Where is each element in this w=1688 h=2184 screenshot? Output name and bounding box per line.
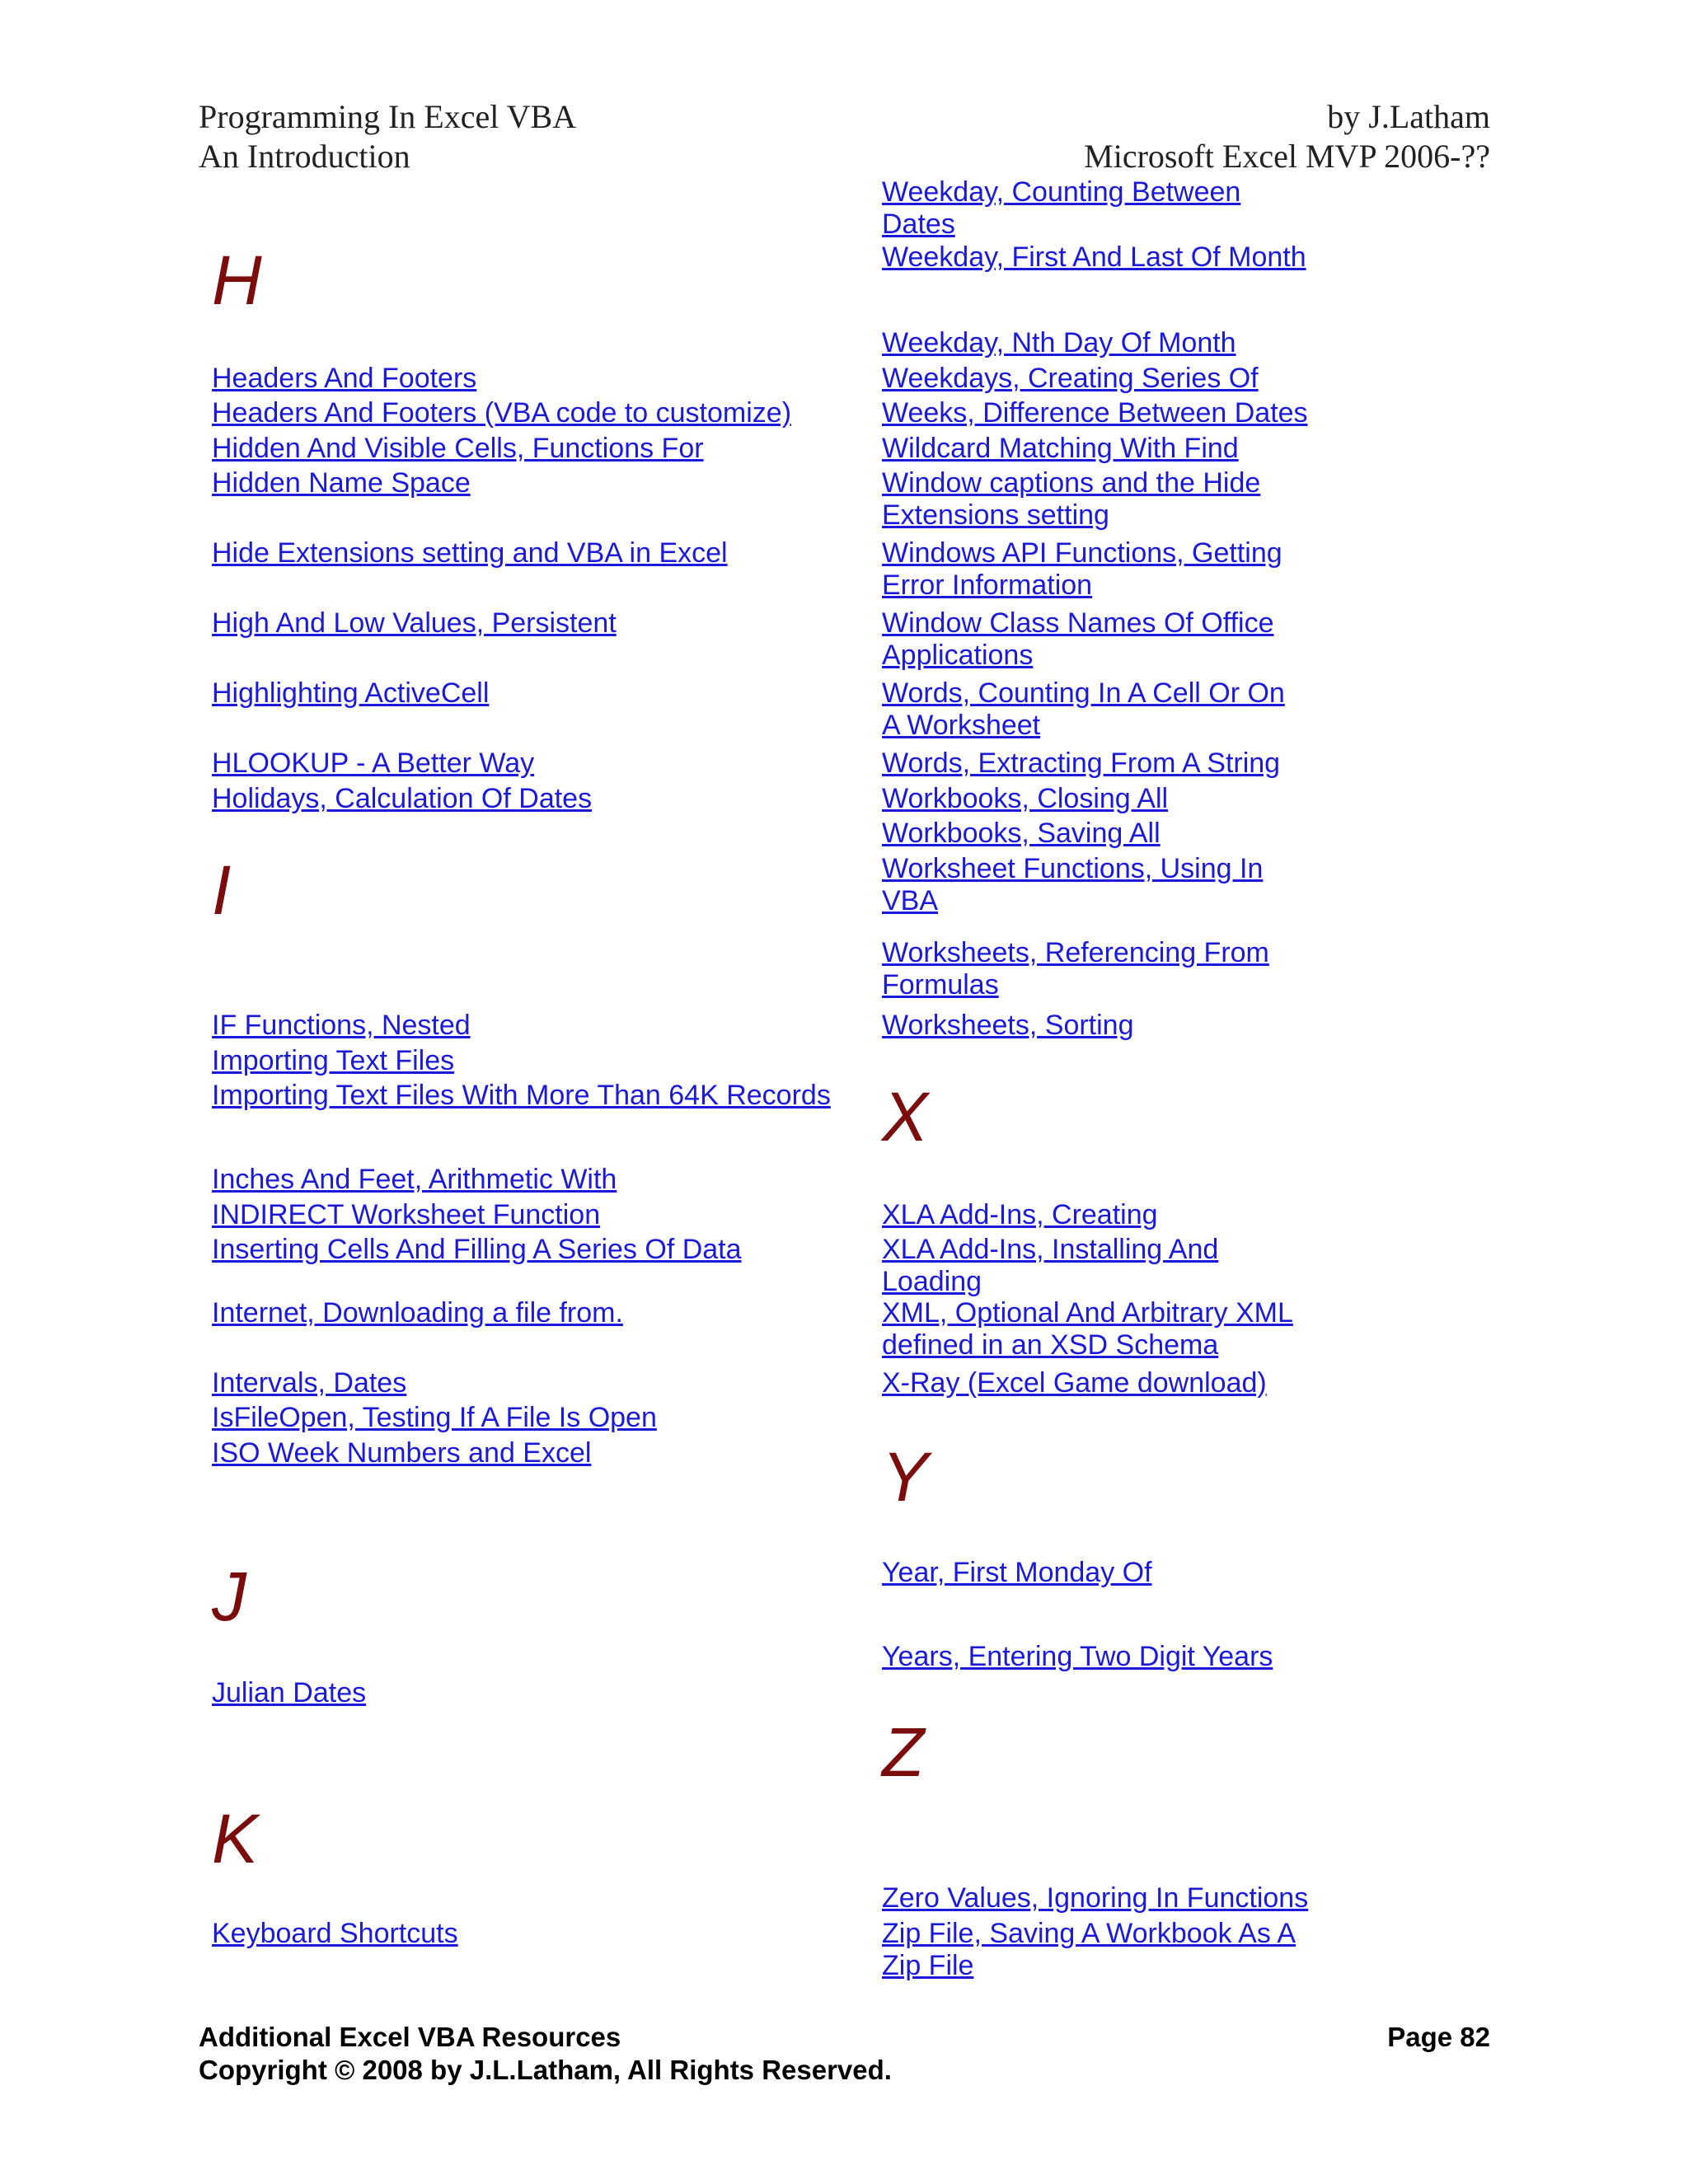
index-link-line: Applications xyxy=(882,640,1034,671)
index-link[interactable]: Headers And Footers xyxy=(212,363,477,394)
index-link[interactable]: ISO Week Numbers and Excel xyxy=(212,1437,592,1469)
index-link[interactable]: INDIRECT Worksheet Function xyxy=(212,1199,601,1230)
index-link[interactable] xyxy=(882,1882,1343,1915)
index-link[interactable] xyxy=(882,363,1343,395)
index-link-line: Weekday, Nth Day Of Month xyxy=(882,327,1236,359)
index-link[interactable]: High And Low Values, Persistent xyxy=(212,607,617,639)
header-author xyxy=(1084,97,1490,176)
index-link-line: Weekday, Counting Between xyxy=(882,176,1241,208)
index-link[interactable]: Hidden Name Space xyxy=(212,467,471,499)
section-letter-i: I xyxy=(212,851,232,929)
index-link[interactable] xyxy=(882,327,1343,359)
index-link-line: Windows API Functions, Getting xyxy=(882,537,1282,569)
section-letter-h: H xyxy=(212,241,262,319)
index-link-line: Formulas xyxy=(882,969,999,1001)
index-link-line: Dates xyxy=(882,209,955,240)
index-link[interactable] xyxy=(882,1557,1343,1589)
index-link[interactable]: Inches And Feet, Arithmetic With xyxy=(212,1164,617,1195)
index-link-line: Worksheets, Sorting xyxy=(882,1010,1134,1041)
index-link[interactable] xyxy=(882,397,1343,429)
index-link-line: Weekdays, Creating Series Of xyxy=(882,363,1259,394)
index-link-line: defined in an XSD Schema xyxy=(882,1329,1219,1361)
index-link-line: XLA Add-Ins, Creating xyxy=(882,1199,1158,1230)
index-link-line: XLA Add-Ins, Installing And xyxy=(882,1234,1219,1265)
page-number: Page 82 xyxy=(1387,2022,1490,2052)
index-link-line: A Worksheet xyxy=(882,710,1041,741)
index-link[interactable] xyxy=(882,537,1343,602)
index-link[interactable]: Hidden And Visible Cells, Functions For xyxy=(212,433,704,464)
section-letter-k: K xyxy=(212,1800,259,1877)
index-link-line: Window captions and the Hide xyxy=(882,467,1261,499)
index-link[interactable] xyxy=(882,783,1343,815)
index-link-line: XML, Optional And Arbitrary XML xyxy=(882,1297,1293,1329)
index-link[interactable]: Keyboard Shortcuts xyxy=(212,1918,458,1949)
index-link[interactable] xyxy=(882,607,1343,672)
index-link[interactable]: Hide Extensions setting and VBA in Excel xyxy=(212,537,728,569)
index-link[interactable]: Importing Text Files With More Than 64K Records xyxy=(212,1080,831,1111)
footer-resources: Additional Excel VBA Resources xyxy=(199,2022,621,2052)
index-link[interactable] xyxy=(882,1234,1343,1298)
index-link-line: Zero Values, Ignoring In Functions xyxy=(882,1882,1309,1914)
index-link[interactable] xyxy=(882,176,1343,241)
section-letter-j: J xyxy=(212,1558,246,1635)
footer-copyright: Copyright © 2008 by J.L.Latham, All Rights Reserved. xyxy=(199,2055,892,2085)
section-letter-x: X xyxy=(882,1078,929,1155)
index-link-line: Words, Extracting From A String xyxy=(882,748,1281,779)
index-link-line: Year, First Monday Of xyxy=(882,1557,1152,1588)
index-link-line: Error Information xyxy=(882,569,1093,601)
index-link-line: Window Class Names Of Office xyxy=(882,607,1274,639)
index-link[interactable] xyxy=(882,1199,1343,1231)
index-link[interactable] xyxy=(882,1010,1343,1042)
index-link[interactable] xyxy=(882,1367,1343,1399)
index-link[interactable] xyxy=(882,467,1343,532)
index-link[interactable] xyxy=(882,241,1343,274)
index-link[interactable] xyxy=(882,818,1343,850)
header-author-line2: Microsoft Excel MVP 2006-?? xyxy=(1084,138,1490,175)
index-link-line: X-Ray (Excel Game download) xyxy=(882,1367,1267,1399)
index-link[interactable] xyxy=(882,853,1343,917)
index-link[interactable] xyxy=(882,677,1343,742)
index-link[interactable]: Importing Text Files xyxy=(212,1045,455,1076)
index-link-line: Weekday, First And Last Of Month xyxy=(882,241,1306,273)
index-link-line: Worksheets, Referencing From xyxy=(882,937,1269,968)
index-link[interactable]: Inserting Cells And Filling A Series Of Data xyxy=(212,1234,742,1265)
index-link[interactable]: Intervals, Dates xyxy=(212,1367,407,1399)
index-link-line: Extensions setting xyxy=(882,499,1109,531)
index-link[interactable] xyxy=(882,1297,1343,1361)
footer-left xyxy=(199,2021,892,2087)
index-link-line: VBA xyxy=(882,885,939,916)
index-link[interactable]: Highlighting ActiveCell xyxy=(212,677,490,709)
index-link[interactable]: Internet, Downloading a file from. xyxy=(212,1297,623,1329)
index-link-line: Years, Entering Two Digit Years xyxy=(882,1641,1273,1672)
index-link-line: Zip File, Saving A Workbook As A xyxy=(882,1918,1296,1949)
index-link[interactable] xyxy=(882,433,1343,465)
index-link[interactable] xyxy=(882,937,1343,1001)
index-link[interactable]: Julian Dates xyxy=(212,1677,367,1708)
index-link-line: Worksheet Functions, Using In xyxy=(882,853,1264,884)
header-title xyxy=(199,97,576,176)
index-link-line: Workbooks, Closing All xyxy=(882,783,1169,814)
header-author-line1: by J.Latham xyxy=(1327,98,1490,135)
header-title-line2: An Introduction xyxy=(199,138,410,175)
index-link[interactable]: Holidays, Calculation Of Dates xyxy=(212,783,593,814)
index-link[interactable]: Headers And Footers (VBA code to customize) xyxy=(212,397,792,429)
index-link-line: Wildcard Matching With Find xyxy=(882,433,1239,464)
index-link[interactable] xyxy=(882,1918,1343,1982)
index-link[interactable]: HLOOKUP - A Better Way xyxy=(212,748,535,779)
index-link-line: Loading xyxy=(882,1266,982,1297)
section-letter-z: Z xyxy=(882,1713,925,1791)
index-link[interactable] xyxy=(882,748,1343,780)
header-title-line1: Programming In Excel VBA xyxy=(199,98,577,135)
section-letter-y: Y xyxy=(882,1438,929,1516)
index-link[interactable]: IsFileOpen, Testing If A File Is Open xyxy=(212,1402,657,1433)
index-link[interactable]: IF Functions, Nested xyxy=(212,1010,471,1041)
index-link-line: Workbooks, Saving All xyxy=(882,818,1160,849)
index-link[interactable] xyxy=(882,1641,1343,1673)
index-link-line: Weeks, Difference Between Dates xyxy=(882,397,1308,429)
index-link-line: Words, Counting In A Cell Or On xyxy=(882,677,1285,709)
index-link-line: Zip File xyxy=(882,1950,974,1981)
